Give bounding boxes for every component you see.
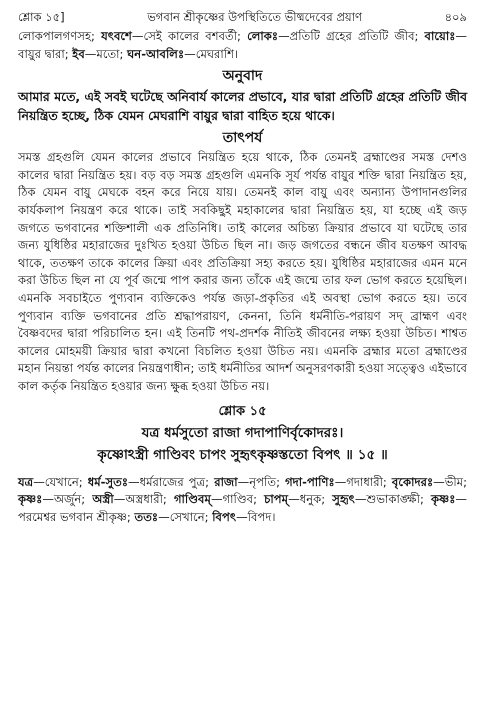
synonym-term: ঘন-আবলিঃ [127, 46, 185, 61]
synonym-term: ততঃ [134, 509, 159, 524]
purport-heading: তাৎপর্য [222, 130, 263, 147]
verse-number: শ্লোক ১৫ [218, 403, 267, 419]
synonym-term: লোকঃ [247, 29, 279, 43]
synonym-meaning: —গদাধারী; [334, 474, 392, 489]
synonym-term: গদা-পাণিঃ [285, 474, 335, 489]
synonym-meaning: —মেঘরাশি। [184, 46, 239, 61]
translation-text: আমার মতে, এই সবই ঘটেছে অনিবার্য কালের প্রভাবে, যার দ্বারা প্রতিটি গ্রহের প্রতিটি জীব নিয়ন্ত্রিত হচ্ছে, ঠিক যেমন মেঘরাশি বায়ুর দ্বারা বাহিত হয়ে থাকে। [18, 89, 467, 124]
synonym-term: ইব [72, 46, 85, 61]
synonym-term: যত্র [18, 474, 34, 489]
synonym-meaning: —অস্ত্রধারী; [113, 492, 174, 507]
synonym-meaning: লোকপালগণসহ; [18, 29, 102, 43]
running-header [18, 6, 467, 28]
verse-line-2: কৃষ্ণোঽস্ত্রী গাণ্ডিবং চাপং সুহৃৎকৃষ্ণস্ততো বিপৎ ॥ ১৫ ॥ [97, 446, 388, 463]
header-chapter-title: ভগবান শ্রীকৃষ্ণের উপস্থিতিতে ভীষ্মদেবের প্রয়াণ [147, 10, 362, 24]
translation-heading: অনুবাদ [222, 68, 263, 85]
purport-text: সমস্ত গ্রহগুলি যেমন কালের প্রভাবে নিয়ন্ত্রিত হয়ে থাকে, ঠিক তেমনই ব্রহ্মাণ্ডের সমস্ত দেশও কালের দ্বারা নিয়ন্ত্রিত হয়। বড় বড় সমস্ত গ্রহগুলি এমনকি সূর্য পর্যন্ত বায়ুর শক্তি দ্বারা নিয়ন্ত্রিত হয়, ঠিক যেমন বায়ু মেঘকে বহন করে নিয়ে যায়। তেমনই কাল বায়ু এবং অন্যান্য উপাদানগুলির কার্যকলাপ নিয়ন্ত্রণ করে থাকে। তাই সবকিছুই মহাকালের দ্বারা নিয়ন্ত্রিত হয়, যা হচ্ছে এই জড় জগতে ভগবানের শক্তিশালী এক প্রতিনিধি। তাই কালের অচিন্ত্য ক্রিয়ার প্রভাবে যা ঘটেছে তার জন্য যুধিষ্ঠির মহারাজের দুঃখিত হওয়া উচিত ছিল না। জড় জগতের বন্ধনে জীব যতক্ষণ আবদ্ধ থাকে, ততক্ষণ তাকে কালের ক্রিয়া এবং প্রতিক্রিয়া সহ্য করতে হয়। যুধিষ্ঠির মহারাজের এমন মনে করা উচিত ছিল না যে পূর্ব জন্মে পাপ করার জন্য তাঁকে এই জন্মে তার ফল ভোগ করতে হয়েছিল। এমনকি সবচাইতে পুণ্যবান ব্যক্তিকেও পর্যন্ত জড়া-প্রকৃতির এই অবস্থা ভোগ করতে হয়। তবে পুণ্যবান ব্যক্তি ভগবানের প্রতি শ্রদ্ধাপরায়ণ, কেননা, তিনি ধর্মনীতি-পরায়ণ সদ্ ব্রাহ্মণ এবং বৈষ্ণবদের দ্বারা পরিচালিত হন। এই তিনটি পথ-প্রদর্শক নীতিই জীবনের লক্ষ্য হওয়া উচিত। শাশ্বত কালের মোহময়ী ক্রিয়ার দ্বারা কখনো বিচলিত হওয়া উচিত নয়। এমনকি ব্রহ্মার মতো ব্রহ্মাণ্ডের মহান নিয়ন্তা পর্যন্ত কালের নিয়ন্ত্রণাধীন; তাই ধর্মনীতির আদর্শ অনুসরণকারী হওয়া সত্ত্বেও এইভাবে কাল কর্তৃক নিয়ন্ত্রিত হওয়ার জন্য ক্ষুব্ধ হওয়া উচিত নয়। [18, 150, 467, 393]
synonym-term: সুহৃৎ [332, 492, 355, 507]
synonym-term: কৃষ্ণঃ [18, 492, 43, 507]
verse-line-1: যত্র ধর্মসুতো রাজা গদাপাণির্বৃকোদরঃ। [141, 424, 344, 441]
synonym-meaning: —সেখানে; [158, 509, 213, 524]
synonym-meaning: —যেখানে; [33, 474, 88, 489]
word-meanings [18, 474, 467, 527]
synonym-term: বায়োঃ [424, 29, 456, 43]
synonym-meaning: —গাণ্ডিব; [210, 492, 265, 507]
synonym-meaning: —সেই কালের বশবর্তী; [131, 29, 248, 43]
synonym-meaning: —ধনুক; [288, 492, 333, 507]
synonym-meaning: —প্রতিটি গ্রহের প্রতিটি জীব; [278, 29, 425, 43]
synonym-term: যৎবশে [101, 29, 132, 43]
synonym-meaning: —বিপদ। [236, 509, 276, 524]
synonym-term: বিপৎ [212, 509, 237, 524]
synonym-meaning: —শুভাকাঙ্ক্ষী; [354, 492, 432, 507]
synonym-meaning: —ধর্মরাজের পুত্র; [128, 474, 215, 489]
synonym-meaning: —মতো; [84, 46, 128, 61]
synonym-term: রাজা [214, 474, 238, 489]
synonym-meaning: —নৃপতি; [237, 474, 286, 489]
synonym-meaning: —বায়ুর দ্বারা; [18, 29, 467, 61]
synonym-term: ধর্ম-সুতঃ [87, 474, 129, 489]
synonym-term: বৃকোদরঃ [391, 474, 434, 489]
synonym-term: অস্ত্রী [92, 492, 114, 507]
synonym-term: চাপম্ [264, 492, 289, 507]
header-verse-ref: শ্লোক ১৫] [18, 10, 65, 24]
synonym-term: গাণ্ডিবম্ [173, 492, 211, 507]
synonym-meaning: —ভীম; [433, 474, 468, 489]
synonym-term: কৃষ্ণঃ [431, 492, 456, 507]
page-number: ৪০৯ [444, 10, 467, 24]
word-meanings-continued [18, 28, 467, 63]
synonym-meaning: —পরমেশ্বর ভগবান শ্রীকৃষ্ণ; [18, 492, 467, 524]
synonym-meaning: —অর্জুন; [42, 492, 93, 507]
